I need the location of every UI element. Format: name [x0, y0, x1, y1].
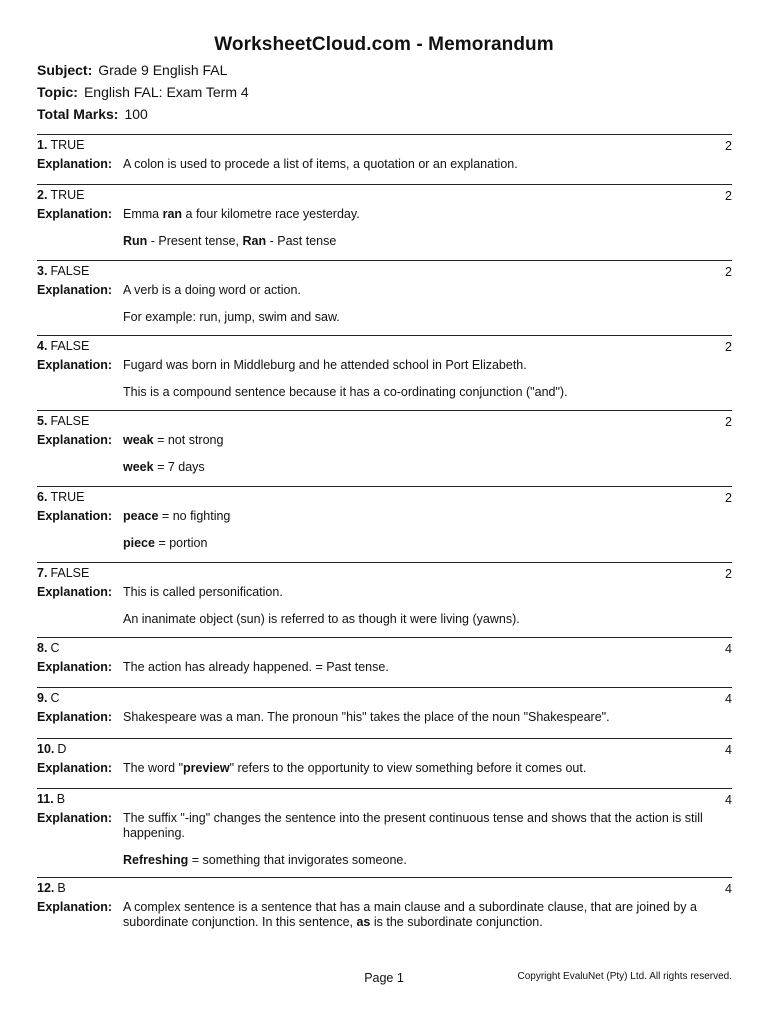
answer-value: TRUE: [50, 188, 85, 202]
explanation-label: Explanation:: [37, 660, 113, 674]
copyright-notice: Copyright EvaluNet (Pty) Ltd. All rights reserved.: [517, 971, 732, 982]
text-segment: The suffix "-ing" changes the sentence into the present continuous tense and shows that the action is still happening.: [123, 811, 703, 840]
question-block: [37, 335, 732, 410]
text-segment: An inanimate object (sun) is referred to as though it were living (yawns).: [123, 612, 520, 626]
subject-label: Subject:: [37, 62, 93, 78]
topic-row: [37, 84, 249, 100]
total-marks-label: Total Marks:: [37, 106, 119, 122]
explanation-line: [123, 207, 732, 222]
question-block: [37, 637, 732, 687]
text-segment: This is called personification.: [123, 585, 283, 599]
subject-row: [37, 62, 227, 78]
question-header: [37, 487, 732, 509]
explanation: [37, 207, 732, 249]
question-header: [37, 789, 732, 811]
question-block: [37, 687, 732, 738]
text-segment: Shakespeare was a man. The pronoun "his" takes the place of the noun "Shakespeare".: [123, 710, 610, 724]
explanation-line: [123, 536, 732, 551]
question-marks: 4: [725, 642, 732, 656]
emphasis-text: as: [356, 915, 371, 929]
text-segment: This is a compound sentence because it has a co-ordinating conjunction ("and").: [123, 385, 568, 399]
explanation-label: Explanation:: [37, 585, 113, 599]
explanation-label: Explanation:: [37, 900, 113, 914]
explanation: [37, 761, 732, 776]
question-block: [37, 410, 732, 486]
question-number: 6.: [37, 490, 48, 504]
question-block: [37, 877, 732, 938]
explanation-line: [123, 710, 732, 725]
total-marks-value: 100: [124, 106, 148, 122]
answer-value: D: [57, 742, 67, 756]
explanation-line: [123, 509, 732, 524]
explanation: [37, 710, 732, 725]
explanation-line: [123, 761, 732, 776]
explanation-text: [123, 710, 732, 725]
question-marks: 2: [725, 189, 732, 203]
answer-value: FALSE: [50, 566, 90, 580]
explanation-line: [123, 585, 732, 600]
explanation-label: Explanation:: [37, 157, 113, 171]
text-segment: is the subordinate conjunction.: [370, 915, 543, 929]
text-segment: A verb is a doing word or action.: [123, 283, 301, 297]
emphasis-text: Run: [123, 234, 148, 248]
explanation-line: [123, 612, 732, 627]
question-header: [37, 563, 732, 585]
question-number: 2.: [37, 188, 48, 202]
explanation-label: Explanation:: [37, 509, 113, 523]
question-marks: 2: [725, 139, 732, 153]
question-block: [37, 134, 732, 184]
explanation: [37, 585, 732, 627]
explanation-label: Explanation:: [37, 761, 113, 775]
explanation: [37, 358, 732, 400]
question-block: [37, 184, 732, 260]
text-segment: A colon is used to procede a list of items, a quotation or an explanation.: [123, 157, 518, 171]
emphasis-text: Refreshing: [123, 853, 189, 867]
text-segment: - Past tense: [266, 234, 337, 248]
question-marks: 4: [725, 743, 732, 757]
question-number: 9.: [37, 691, 48, 705]
explanation-text: [123, 358, 732, 400]
emphasis-text: Ran: [242, 234, 267, 248]
question-marks: 2: [725, 567, 732, 581]
answer-value: FALSE: [50, 264, 90, 278]
question-number: 1.: [37, 138, 48, 152]
question-marks: 2: [725, 415, 732, 429]
text-segment: Fugard was born in Middleburg and he attended school in Port Elizabeth.: [123, 358, 527, 372]
question-block: [37, 260, 732, 335]
explanation-line: [123, 660, 732, 675]
question-number: 8.: [37, 641, 48, 655]
explanation-text: [123, 660, 732, 675]
question-marks: 2: [725, 491, 732, 505]
question-header: [37, 638, 732, 660]
emphasis-text: peace: [123, 509, 159, 523]
explanation-line: [123, 853, 732, 868]
emphasis-text: week: [123, 460, 154, 474]
text-segment: For example: run, jump, swim and saw.: [123, 310, 340, 324]
explanation-text: [123, 433, 732, 475]
answer-value: C: [50, 691, 60, 705]
explanation: [37, 433, 732, 475]
explanation-line: [123, 310, 732, 325]
question-header: [37, 411, 732, 433]
text-segment: " refers to the opportunity to view something before it comes out.: [229, 761, 587, 775]
document-title: WorksheetCloud.com - Memorandum: [214, 34, 554, 55]
explanation-label: Explanation:: [37, 710, 113, 724]
text-segment: = no fighting: [158, 509, 231, 523]
question-number: 5.: [37, 414, 48, 428]
question-header: [37, 688, 732, 710]
answer-value: FALSE: [50, 414, 90, 428]
topic-label: Topic:: [37, 84, 78, 100]
explanation: [37, 157, 732, 172]
question-number: 7.: [37, 566, 48, 580]
question-list: [37, 134, 732, 938]
explanation-text: [123, 283, 732, 325]
explanation-line: [123, 283, 732, 298]
page-number: Page 1: [364, 971, 404, 985]
explanation-line: [123, 811, 732, 841]
question-header: [37, 878, 732, 900]
answer-value: B: [57, 881, 66, 895]
question-number: 3.: [37, 264, 48, 278]
question-marks: 2: [725, 265, 732, 279]
explanation-line: [123, 900, 732, 930]
question-block: [37, 562, 732, 637]
explanation-label: Explanation:: [37, 283, 113, 297]
question-number: 4.: [37, 339, 48, 353]
text-segment: = not strong: [153, 433, 224, 447]
question-marks: 4: [725, 692, 732, 706]
explanation-text: [123, 207, 732, 249]
answer-value: B: [56, 792, 66, 806]
explanation-line: [123, 433, 732, 448]
text-segment: The action has already happened. = Past tense.: [123, 660, 389, 674]
explanation-label: Explanation:: [37, 811, 113, 825]
explanation-text: [123, 811, 732, 868]
explanation-label: Explanation:: [37, 358, 113, 372]
question-header: [37, 739, 732, 761]
explanation-line: [123, 460, 732, 475]
question-marks: 4: [725, 882, 732, 896]
explanation-line: [123, 157, 732, 172]
text-segment: = something that invigorates someone.: [188, 853, 407, 867]
question-block: [37, 788, 732, 877]
explanation-line: [123, 358, 732, 373]
explanation-text: [123, 761, 732, 776]
answer-value: TRUE: [50, 138, 85, 152]
subject-value: Grade 9 English FAL: [98, 62, 228, 78]
emphasis-text: weak: [123, 433, 154, 447]
explanation-line: [123, 385, 732, 400]
question-number: 11.: [37, 792, 54, 806]
emphasis-text: ran: [162, 207, 183, 221]
explanation-label: Explanation:: [37, 433, 113, 447]
question-header: [37, 185, 732, 207]
text-segment: A complex sentence is a sentence that has a main clause and a subordinate clause, that are joined by a subordinate conjunction. In this sentence,: [123, 900, 697, 929]
explanation: [37, 811, 732, 868]
explanation-text: [123, 900, 732, 930]
text-segment: = portion: [154, 536, 208, 550]
emphasis-text: piece: [123, 536, 155, 550]
question-header: [37, 336, 732, 358]
text-segment: a four kilometre race yesterday.: [182, 207, 360, 221]
question-marks: 4: [725, 793, 732, 807]
text-segment: Emma: [123, 207, 163, 221]
text-segment: The word ": [123, 761, 184, 775]
question-header: [37, 135, 732, 157]
answer-value: TRUE: [50, 490, 85, 504]
explanation-text: [123, 157, 732, 172]
text-segment: = 7 days: [153, 460, 205, 474]
question-marks: 2: [725, 340, 732, 354]
explanation-text: [123, 509, 732, 551]
answer-value: FALSE: [50, 339, 90, 353]
question-header: [37, 261, 732, 283]
explanation: [37, 660, 732, 675]
text-segment: - Present tense,: [147, 234, 243, 248]
explanation-text: [123, 585, 732, 627]
total-marks-row: [37, 106, 148, 122]
question-number: 12.: [37, 881, 55, 895]
explanation: [37, 900, 732, 930]
topic-value: English FAL: Exam Term 4: [83, 84, 249, 100]
question-number: 10.: [37, 742, 55, 756]
answer-value: C: [50, 641, 60, 655]
explanation: [37, 283, 732, 325]
question-block: [37, 738, 732, 788]
explanation: [37, 509, 732, 551]
explanation-label: Explanation:: [37, 207, 113, 221]
emphasis-text: preview: [183, 761, 230, 775]
question-block: [37, 486, 732, 562]
explanation-line: [123, 234, 732, 249]
